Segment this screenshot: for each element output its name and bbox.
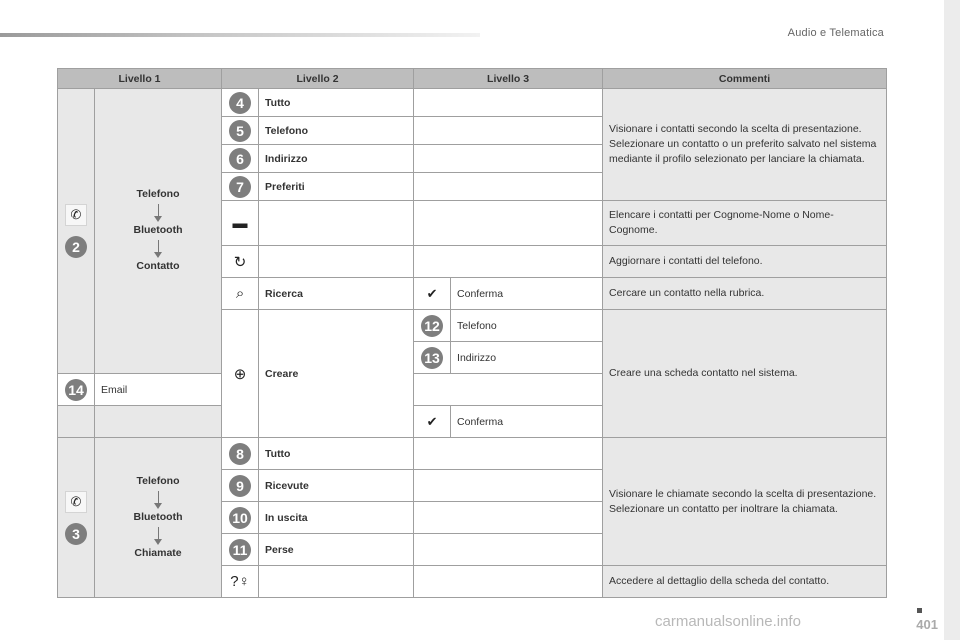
comment-cell <box>603 566 887 598</box>
number-badge: 5 <box>229 120 251 142</box>
search-icon: ⌕ <box>235 285 245 302</box>
header-livello-3: Livello 3 <box>414 69 603 89</box>
flow-item: Contatto <box>136 260 180 272</box>
comment-text: Accedere al dettaglio della scheda del contatto. <box>609 575 830 587</box>
number-badge: 13 <box>421 347 443 369</box>
menu-item-label: Indirizzo <box>259 145 414 173</box>
submenu-item-label: Indirizzo <box>451 342 603 374</box>
page-number: 401 <box>916 617 938 632</box>
menu-item-label: Creare <box>259 310 414 438</box>
menu-item-label: Preferiti <box>259 173 414 201</box>
level1-cell-section2 <box>58 438 95 598</box>
header-commenti: Commenti <box>603 69 887 89</box>
arrow-down-icon <box>158 491 159 505</box>
menu-item-label: Ricerca <box>259 278 414 310</box>
menu-item-label: In uscita <box>259 502 414 534</box>
menu-item-label: Perse <box>259 534 414 566</box>
flow-item: Telefono <box>136 474 180 487</box>
section-number-badge: 2 <box>65 236 87 258</box>
flow-item: Chiamate <box>134 546 182 559</box>
number-badge: 7 <box>229 176 251 198</box>
menu-item-label: Tutto <box>259 438 414 470</box>
arrow-down-icon <box>158 527 159 541</box>
checkmark-icon: ✔ <box>426 285 438 301</box>
checkmark-icon: ✔ <box>426 413 438 429</box>
comment-text: Elencare i contatti per Cognome-Nome o Nome-Cognome. <box>609 209 834 236</box>
watermark: carmanualsonline.info <box>655 613 801 630</box>
flow-item: Bluetooth <box>133 510 183 523</box>
comment-cell <box>603 89 887 201</box>
arrow-down-icon <box>158 240 159 254</box>
flow-cell-section1 <box>95 89 222 374</box>
add-circle-icon: ⊕ <box>233 365 247 383</box>
number-badge: 8 <box>229 443 251 465</box>
submenu-item-label: Telefono <box>451 310 603 342</box>
arrow-down-icon <box>158 204 159 218</box>
comment-text: Aggiornare i contatti del telefono. <box>609 255 763 267</box>
table-row <box>58 89 887 117</box>
comment-text: Cercare un contatto nella rubrica. <box>609 287 765 299</box>
comment-cell <box>603 310 887 438</box>
comment-text: Visionare le chiamate secondo la scelta di presentazione. Selezionare un contatto per inoltrare la chiamata. <box>609 487 877 515</box>
submenu-item-label: Conferma <box>451 406 603 438</box>
header-livello-2: Livello 2 <box>222 69 414 89</box>
section-number-badge: 3 <box>65 523 87 545</box>
comment-text: Visionare i contatti secondo la scelta di presentazione. Selezionare un contatto o un preferito salvato nel sistema mediante il profilo selezionato per lanciare la chiamata. <box>609 123 877 165</box>
number-badge: 4 <box>229 92 251 114</box>
number-badge: 10 <box>229 507 251 529</box>
number-badge: 11 <box>229 539 251 561</box>
phone-icon: ✆ <box>65 491 87 513</box>
submenu-item-label: Conferma <box>451 278 603 310</box>
flow-cell-section2 <box>95 438 222 598</box>
contact-detail-icon: ?♀ <box>230 573 250 590</box>
number-badge: 6 <box>229 148 251 170</box>
table-row <box>58 438 887 470</box>
sort-list-icon: ▬ <box>232 214 248 232</box>
comment-cell <box>603 278 887 310</box>
header-livello-1: Livello 1 <box>58 69 222 89</box>
number-badge: 12 <box>421 315 443 337</box>
refresh-icon: ↻ <box>233 253 247 271</box>
page-header-title: Audio e Telematica <box>787 27 884 39</box>
number-badge: 9 <box>229 475 251 497</box>
flow-item: Bluetooth <box>133 224 183 236</box>
menu-item-label: Telefono <box>259 117 414 145</box>
page-edge-strip <box>944 0 960 640</box>
comment-cell <box>603 201 887 246</box>
menu-item-label: Tutto <box>259 89 414 117</box>
menu-table <box>57 68 887 598</box>
menu-item-label: Ricevute <box>259 470 414 502</box>
comment-cell <box>603 438 887 566</box>
page-marker <box>917 608 922 613</box>
table-header-row <box>58 69 887 89</box>
submenu-item-label: Email <box>95 374 222 406</box>
comment-cell <box>603 246 887 278</box>
number-badge: 14 <box>65 379 87 401</box>
flow-item: Telefono <box>136 188 180 200</box>
header-bar <box>0 33 480 37</box>
comment-text: Creare una scheda contatto nel sistema. <box>609 367 798 379</box>
phone-icon: ✆ <box>65 204 87 226</box>
level1-cell-section1 <box>58 89 95 374</box>
